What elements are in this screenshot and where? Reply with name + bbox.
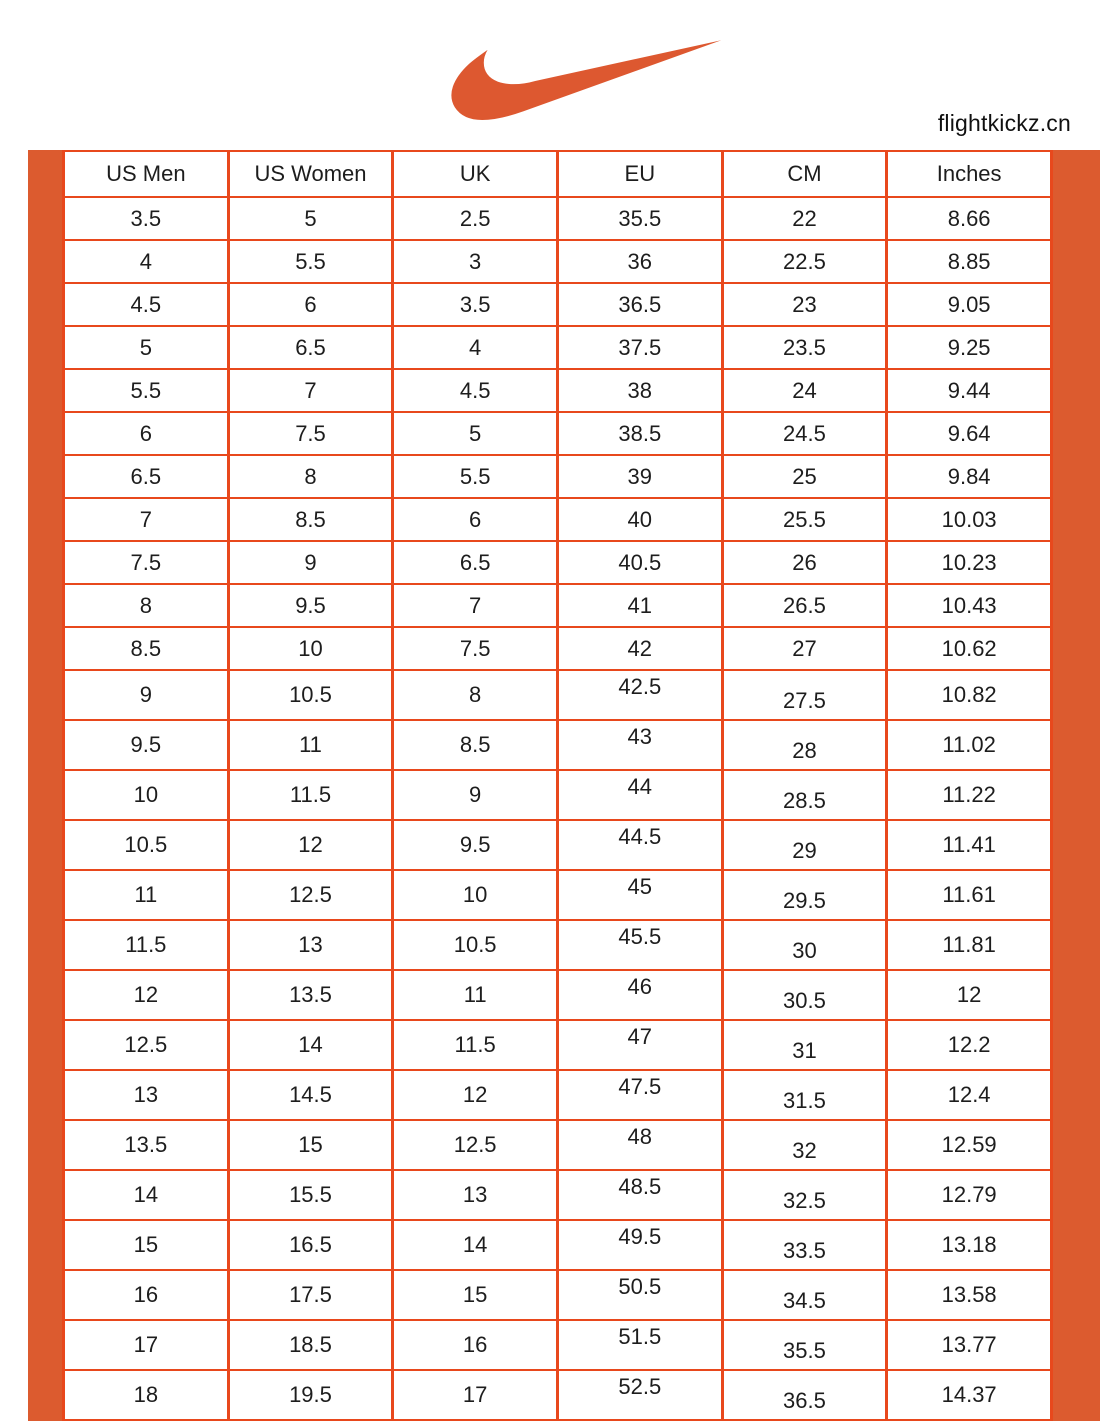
table-row [64, 870, 1052, 920]
column-header-us-men: US Men [64, 151, 229, 197]
table-row [64, 1020, 1052, 1070]
cell-us-men: 9.5 [64, 720, 229, 770]
table-header [64, 151, 1052, 197]
cell-uk: 16 [393, 1320, 558, 1370]
cell-eu: 47.5 [557, 1070, 722, 1120]
cell-us-women: 12 [228, 820, 393, 870]
cell-inches: 11.81 [887, 920, 1052, 970]
table-row [64, 820, 1052, 870]
cell-us-women: 8.5 [228, 498, 393, 541]
cell-cm: 36.5 [722, 1370, 887, 1420]
cell-inches: 13.77 [887, 1320, 1052, 1370]
cell-us-women: 8 [228, 455, 393, 498]
cell-cm: 29.5 [722, 870, 887, 920]
table-row [64, 1120, 1052, 1170]
cell-eu: 37.5 [557, 326, 722, 369]
cell-inches: 8.66 [887, 197, 1052, 240]
table-row [64, 720, 1052, 770]
cell-us-women: 6 [228, 283, 393, 326]
cell-inches: 11.61 [887, 870, 1052, 920]
cell-cm: 28.5 [722, 770, 887, 820]
table-row [64, 970, 1052, 1020]
table-row [64, 627, 1052, 670]
website-label: flightkickz.cn [937, 110, 1071, 136]
cell-cm: 35.5 [722, 1320, 887, 1370]
cell-uk: 12 [393, 1070, 558, 1120]
cell-us-women: 14 [228, 1020, 393, 1070]
cell-eu: 44.5 [557, 820, 722, 870]
cell-us-men: 7.5 [64, 541, 229, 584]
table-row [64, 770, 1052, 820]
cell-cm: 26.5 [722, 584, 887, 627]
cell-us-women: 15.5 [228, 1170, 393, 1220]
table-row [64, 1170, 1052, 1220]
table-row [64, 920, 1052, 970]
cell-eu: 52.5 [557, 1370, 722, 1420]
cell-us-men: 8 [64, 584, 229, 627]
cell-eu: 46 [557, 970, 722, 1020]
column-header-us-women: US Women [228, 151, 393, 197]
cell-us-women: 17.5 [228, 1270, 393, 1320]
cell-cm: 22.5 [722, 240, 887, 283]
cell-inches: 10.23 [887, 541, 1052, 584]
cell-inches: 9.25 [887, 326, 1052, 369]
cell-eu: 50.5 [557, 1270, 722, 1320]
table-row [64, 326, 1052, 369]
cell-eu: 43 [557, 720, 722, 770]
cell-us-women: 5 [228, 197, 393, 240]
cell-us-men: 10.5 [64, 820, 229, 870]
cell-eu: 42.5 [557, 670, 722, 720]
table-row [64, 1070, 1052, 1120]
table-row [64, 197, 1052, 240]
right-accent-bar [1053, 150, 1100, 1421]
cell-inches: 13.58 [887, 1270, 1052, 1320]
cell-inches: 11.02 [887, 720, 1052, 770]
left-accent-bar [28, 150, 62, 1421]
table-row [64, 369, 1052, 412]
page-header [0, 0, 1100, 150]
cell-inches: 12.79 [887, 1170, 1052, 1220]
cell-uk: 3.5 [393, 283, 558, 326]
cell-inches: 9.64 [887, 412, 1052, 455]
cell-inches: 12 [887, 970, 1052, 1020]
cell-eu: 40 [557, 498, 722, 541]
cell-us-women: 18.5 [228, 1320, 393, 1370]
cell-us-women: 12.5 [228, 870, 393, 920]
cell-cm: 34.5 [722, 1270, 887, 1320]
table-row [64, 541, 1052, 584]
cell-eu: 49.5 [557, 1220, 722, 1270]
cell-cm: 30 [722, 920, 887, 970]
cell-cm: 27.5 [722, 670, 887, 720]
nike-swoosh-icon [451, 27, 723, 120]
cell-us-men: 12 [64, 970, 229, 1020]
cell-eu: 39 [557, 455, 722, 498]
size-conversion-table [62, 150, 1053, 1421]
column-header-eu: EU [557, 151, 722, 197]
cell-eu: 38 [557, 369, 722, 412]
cell-us-women: 10 [228, 627, 393, 670]
cell-uk: 8.5 [393, 720, 558, 770]
cell-eu: 42 [557, 627, 722, 670]
cell-cm: 23.5 [722, 326, 887, 369]
cell-us-women: 10.5 [228, 670, 393, 720]
cell-us-women: 11.5 [228, 770, 393, 820]
cell-us-men: 7 [64, 498, 229, 541]
cell-eu: 51.5 [557, 1320, 722, 1370]
cell-us-men: 5 [64, 326, 229, 369]
table-row [64, 283, 1052, 326]
table-row [64, 670, 1052, 720]
cell-inches: 12.59 [887, 1120, 1052, 1170]
cell-us-men: 14 [64, 1170, 229, 1220]
cell-inches: 12.2 [887, 1020, 1052, 1070]
cell-us-women: 6.5 [228, 326, 393, 369]
cell-us-women: 7.5 [228, 412, 393, 455]
cell-us-women: 9.5 [228, 584, 393, 627]
cell-inches: 14.37 [887, 1370, 1052, 1420]
cell-uk: 2.5 [393, 197, 558, 240]
cell-eu: 36 [557, 240, 722, 283]
cell-eu: 41 [557, 584, 722, 627]
cell-us-men: 5.5 [64, 369, 229, 412]
cell-us-men: 11.5 [64, 920, 229, 970]
cell-cm: 23 [722, 283, 887, 326]
cell-us-men: 17 [64, 1320, 229, 1370]
cell-us-men: 18 [64, 1370, 229, 1420]
cell-cm: 27 [722, 627, 887, 670]
cell-us-men: 4.5 [64, 283, 229, 326]
cell-us-men: 15 [64, 1220, 229, 1270]
cell-cm: 26 [722, 541, 887, 584]
cell-uk: 11.5 [393, 1020, 558, 1070]
cell-eu: 36.5 [557, 283, 722, 326]
cell-uk: 7.5 [393, 627, 558, 670]
cell-cm: 25 [722, 455, 887, 498]
cell-cm: 24 [722, 369, 887, 412]
cell-us-women: 15 [228, 1120, 393, 1170]
cell-uk: 4.5 [393, 369, 558, 412]
cell-us-men: 8.5 [64, 627, 229, 670]
cell-uk: 10 [393, 870, 558, 920]
cell-us-women: 11 [228, 720, 393, 770]
cell-eu: 40.5 [557, 541, 722, 584]
cell-uk: 6 [393, 498, 558, 541]
table-row [64, 1370, 1052, 1420]
table-body [64, 197, 1052, 1420]
cell-cm: 33.5 [722, 1220, 887, 1270]
cell-uk: 8 [393, 670, 558, 720]
table-row [64, 584, 1052, 627]
cell-inches: 11.22 [887, 770, 1052, 820]
table-row [64, 240, 1052, 283]
cell-us-men: 13.5 [64, 1120, 229, 1170]
cell-us-women: 19.5 [228, 1370, 393, 1420]
cell-cm: 32 [722, 1120, 887, 1170]
cell-inches: 11.41 [887, 820, 1052, 870]
cell-uk: 17 [393, 1370, 558, 1420]
cell-eu: 44 [557, 770, 722, 820]
cell-us-women: 16.5 [228, 1220, 393, 1270]
cell-us-men: 10 [64, 770, 229, 820]
size-table-container [28, 150, 1100, 1421]
cell-cm: 28 [722, 720, 887, 770]
table-row [64, 1220, 1052, 1270]
cell-uk: 14 [393, 1220, 558, 1270]
cell-us-men: 3.5 [64, 197, 229, 240]
cell-us-women: 5.5 [228, 240, 393, 283]
cell-inches: 8.85 [887, 240, 1052, 283]
cell-inches: 10.03 [887, 498, 1052, 541]
cell-us-women: 7 [228, 369, 393, 412]
header-row [64, 151, 1052, 197]
cell-us-women: 13 [228, 920, 393, 970]
cell-us-women: 9 [228, 541, 393, 584]
cell-cm: 25.5 [722, 498, 887, 541]
cell-uk: 10.5 [393, 920, 558, 970]
cell-us-women: 14.5 [228, 1070, 393, 1120]
cell-us-men: 6.5 [64, 455, 229, 498]
cell-uk: 4 [393, 326, 558, 369]
cell-us-men: 4 [64, 240, 229, 283]
column-header-inches: Inches [887, 151, 1052, 197]
cell-uk: 5 [393, 412, 558, 455]
table-row [64, 455, 1052, 498]
cell-inches: 9.44 [887, 369, 1052, 412]
cell-uk: 11 [393, 970, 558, 1020]
cell-us-men: 13 [64, 1070, 229, 1120]
cell-eu: 48 [557, 1120, 722, 1170]
cell-uk: 9 [393, 770, 558, 820]
cell-us-women: 13.5 [228, 970, 393, 1020]
cell-us-men: 11 [64, 870, 229, 920]
cell-inches: 9.05 [887, 283, 1052, 326]
cell-uk: 6.5 [393, 541, 558, 584]
column-header-uk: UK [393, 151, 558, 197]
cell-cm: 31 [722, 1020, 887, 1070]
cell-uk: 12.5 [393, 1120, 558, 1170]
cell-cm: 24.5 [722, 412, 887, 455]
cell-uk: 13 [393, 1170, 558, 1220]
table-row [64, 412, 1052, 455]
cell-eu: 45.5 [557, 920, 722, 970]
cell-eu: 47 [557, 1020, 722, 1070]
cell-us-men: 9 [64, 670, 229, 720]
table-row [64, 1270, 1052, 1320]
cell-eu: 48.5 [557, 1170, 722, 1220]
cell-eu: 38.5 [557, 412, 722, 455]
cell-uk: 3 [393, 240, 558, 283]
cell-us-men: 12.5 [64, 1020, 229, 1070]
cell-eu: 45 [557, 870, 722, 920]
cell-inches: 9.84 [887, 455, 1052, 498]
table-row [64, 498, 1052, 541]
cell-inches: 10.82 [887, 670, 1052, 720]
cell-uk: 15 [393, 1270, 558, 1320]
table-row [64, 1320, 1052, 1370]
cell-eu: 35.5 [557, 197, 722, 240]
cell-inches: 13.18 [887, 1220, 1052, 1270]
cell-cm: 22 [722, 197, 887, 240]
cell-cm: 29 [722, 820, 887, 870]
cell-us-men: 6 [64, 412, 229, 455]
cell-us-men: 16 [64, 1270, 229, 1320]
cell-inches: 12.4 [887, 1070, 1052, 1120]
cell-inches: 10.62 [887, 627, 1052, 670]
cell-cm: 30.5 [722, 970, 887, 1020]
cell-uk: 9.5 [393, 820, 558, 870]
cell-uk: 7 [393, 584, 558, 627]
cell-uk: 5.5 [393, 455, 558, 498]
cell-cm: 31.5 [722, 1070, 887, 1120]
cell-cm: 32.5 [722, 1170, 887, 1220]
column-header-cm: CM [722, 151, 887, 197]
cell-inches: 10.43 [887, 584, 1052, 627]
